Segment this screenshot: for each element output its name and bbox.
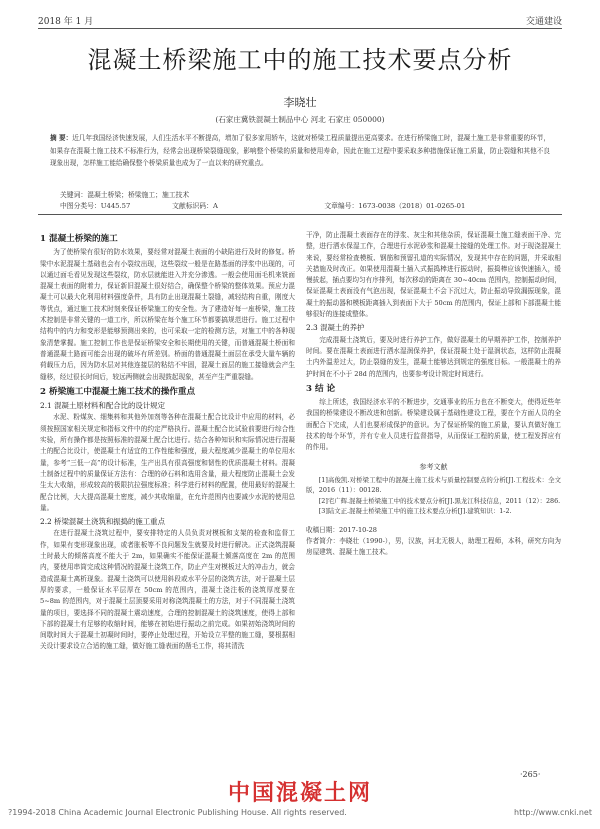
body-paragraph: 综上所述，我国经济水平的不断进步，交通事业的压力也在不断变大，使得近些年我国的桥梁建设不断改进和创新。桥梁建设属于基础性建设工程，要在个方面人员的全面配合下完成，人们也要形成保护的意识。为了保证桥梁的施工质量，要认真做好施工技术的每个环节，并有专业人员进行监督指导，从而保证工程的质量，使工程发挥应有的作用。 <box>306 398 561 452</box>
reference-item: [1]高俊凯.对桥梁工程中的混凝土施工技术与质量控制要点的分析[J].工程技术：全文版，2016（11）：00128. <box>306 475 561 495</box>
subsection-heading: 2.3 混凝土的养护 <box>306 323 365 333</box>
references-heading: 参考文献 <box>419 462 448 471</box>
abstract-label: 摘 要： <box>50 134 73 142</box>
copyright-footer <box>8 808 592 817</box>
paper-metadata <box>60 190 550 212</box>
copyright-text: ?1994-2018 China Academic Journal Electronic Publishing House. All rights reserved. <box>8 808 347 817</box>
author-affiliation: (石家庄冀铁混凝土制品中心 河北 石家庄 050000) <box>215 115 385 124</box>
header-divider <box>38 28 562 29</box>
document-code: 文献标识码：A <box>172 202 218 210</box>
abstract <box>50 132 550 170</box>
body-paragraph: 在进行混凝土浇筑过程中，要安排特定的人员负责对模板和支架的检查和监督工作，如果有变形现象出现，或者胀板等不良问题发生就要及时进行解决。正式浇筑混凝土时最大的倾落高度不能大于 2m，如果确实不能保证混凝土倾落高度在 2m 的范围内，要使用串筒完成这种情况的混凝土浇筑工作，防止产生对模板过大的冲击力，就会造成混凝土离析现象。混凝土浇筑可以使用斜段或水平分层的浇筑方法，对于混凝土层厚的要求，一般保证水平层厚在 50cm 的范围内，混凝土浇注板的浇筑厚度要在 5~8m 的范围内，对于混凝土层顶要采用对称浇筑混凝土的方法，对于不同混凝土浇筑量的项目，要选择不同的混凝土震动速度，合理的控制混凝土的浇筑速度，使得上部和下部的混凝土有足够的收缩时间，能够在初始进行振动之前完成。如果初始浇筑时间的间歇时间大于混凝土初凝时间时，要停止处理过程，开始设立平整的施工缝，要根据相关设计要求设立合适的施工缝，做好施工缝表面的凿毛工作，将其清洗 <box>40 529 295 651</box>
author-bio: 作者简介：李晓壮（1990-），男，汉族，河北无极人，助理工程师，本科，研究方向为房屋建筑、混凝土施工技术。 <box>306 537 561 557</box>
paper-title: 混凝土桥梁施工中的施工技术要点分析 <box>87 46 513 74</box>
body-paragraph: 为了使桥梁有很好的防水效果，要经常对混凝土表面的小缺陷进行及时的修复。桥梁中水泥混凝土基础也会有小裂纹出现，这些裂纹一般是在路基面的浮浆中出现的，可以通过面毛看见发现这些裂纹，防水层就能进入并充分渗透。一般会使用面毛机来铣面混凝土表面的附着力，保证新旧混凝土很好结合，确保整个桥梁的整体效果。预应力混凝土可以最大化利用材料强度条件，具有防止出现混凝土裂缝，减轻结构自重，刚度大等优点，通过施工技术时刻来保证桥梁施工的安全性。为了建造好每一座桥梁，施工技术控制是非常关键的一道工序，所以桥梁在每个施工环节都要搞规范进行。施工过程中结构中的内力和变形是能够预测出来的，也可采取一定的检测方法，对施工中的各种现象清楚掌握。施工控制工作也是保证桥梁安全和长期使用的关键，而普通混凝土桥面和普通混凝土路面可能会出现的破坏有所差别。桥面的普通混凝土面层在承受大量车辆的荷载压力后，因为防水层对其他连接层的粘结不牢固，混凝土面层的施工接缝就会产生缝移，经过很长时间后，较远两侧就会出现鼓起现象，甚至产生严重裂缝。 <box>40 248 295 381</box>
article-number: 文章编号：1673-0038（2018）01-0265-01 <box>324 202 466 210</box>
reference-item: [2]宅广辉.混凝土桥梁施工中的技术要点分析[J].黑龙江科技信息，2011（12）：286. <box>318 496 561 505</box>
reference-item: [3]陆文正.混凝土桥梁施工中的施工技术要点分析[J].建筑知识：1-2. <box>318 507 512 516</box>
section-heading: 3 结 论 <box>306 383 336 394</box>
body-paragraph: 干净，防止混凝土表面存在的浮浆、灰尘和其他杂质，保证混凝土施工缝表面干净、完整，进行洒水保湿工作，合理进行水泥砂浆和混凝土接缝的处理工作。对于现浇混凝土来说，要经常检查模板、钢筋和预留孔道的实际情况，发现其中存在的问题，并采取相关措施及时改正。如果使用混凝土插入式振捣棒进行振动时，振捣棒应该快速插入，缓慢拔起，插点要均匀有序排列，每次移动的距离在 30~40cm 范围内，控制振动时间，保证混凝土表面没有气泡出现，保证混凝土不会下沉过大，防止振动导致漏振现象，混凝土的振动器和模板距离插入到表面下大于 50cm 的范围内，保证上部和下部混凝土能够很好的连接成整体。 <box>306 231 561 319</box>
body-paragraph: 水泥、粉煤灰、细集料和其他外加剂等各种在混凝土配合比设计中应用的材料，必须按照国家相关规定和指标文件中的约定严格执行。混凝土配合比试验前要进行综合性实验，所有操作都是按照标准的混凝土配合比进行。结合各种知识和实际情况进行混凝土的配合比设计，使混凝土有适宜的工作性能和强度，最大程度减少混凝土的单位用水量，参考“三低一高”的设计标准，生产出具有很高强度和韧性的优质混凝土材料。混凝土制备过程中的质量保证方法有：合理的砂石料和选用含量，最大程度防止混凝土会发生太大收缩，形成较高的极限抗拉强度标准；科学进行材料的配置，使用最好的混凝土配合比例，大大提高混凝土密度，减少其收缩量，在允许范围内也要减少水泥的使用总量。 <box>40 413 295 512</box>
classification-line <box>60 201 550 212</box>
abstract-text: 近几年我国经济快速发展，人们生活水平不断提高，增加了很多家用轿车，这就对桥梁工程质量提出更高要求。在进行桥梁施工时，混凝土施工是非常重要的环节，如果存在混凝土施工技术不标准行为，经常会出现桥梁裂缝现象，影响整个桥梁的质量和使用寿命，因此在施工过程中要采取多种措施保证施工质量，防止裂缝和其他不良现象出现，怎样施工能给确保整个桥梁质量也成为了一直以来的研究重点。 <box>50 134 550 167</box>
right-column <box>306 230 561 558</box>
page-number: ·265· <box>520 770 541 779</box>
keywords-line <box>60 190 550 201</box>
site-watermark: 中国混凝土网 <box>227 781 372 806</box>
running-header <box>38 14 562 28</box>
section-heading: 2 桥梁施工中混凝土施工技术的操作重点 <box>40 386 196 397</box>
subsection-heading: 2.2 桥梁混凝土浇筑和振捣的施工重点 <box>40 517 165 527</box>
keywords-label: 关键词： <box>60 191 88 199</box>
header-section: 交通建设 <box>525 17 562 27</box>
header-date: 2018 年 1 月 <box>38 17 94 27</box>
classification-number: 中图分类号：U445.57 <box>60 202 131 210</box>
paper-author: 李晓壮 <box>283 96 317 109</box>
received-date: 收稿日期：2017-10-28 <box>306 525 377 534</box>
keywords-text: 混凝土桥梁；桥梁施工；施工技术 <box>87 191 190 199</box>
cnki-link[interactable]: http://www.cnki.net <box>514 808 592 817</box>
left-column <box>40 230 295 653</box>
body-paragraph: 完成混凝土浇筑后，要及时进行养护工作，做好混凝土的早期养护工作，控制养护时间。要在混凝土表面进行洒水湿润保养护，保证混凝土处于湿润状态，这样防止混凝土内外温差过大，防止裂缝的发生，混凝土能够达到规定的强度目标。一般混凝土的养护时间在不小于 28d 的范围内，也要参考设计规定时间进行。 <box>306 335 561 378</box>
section-heading: 1 混凝土桥梁的施工 <box>40 234 118 244</box>
subsection-heading: 2.1 混凝土原材料和配合比的设计规定 <box>40 401 165 411</box>
metadata-divider <box>38 214 562 215</box>
